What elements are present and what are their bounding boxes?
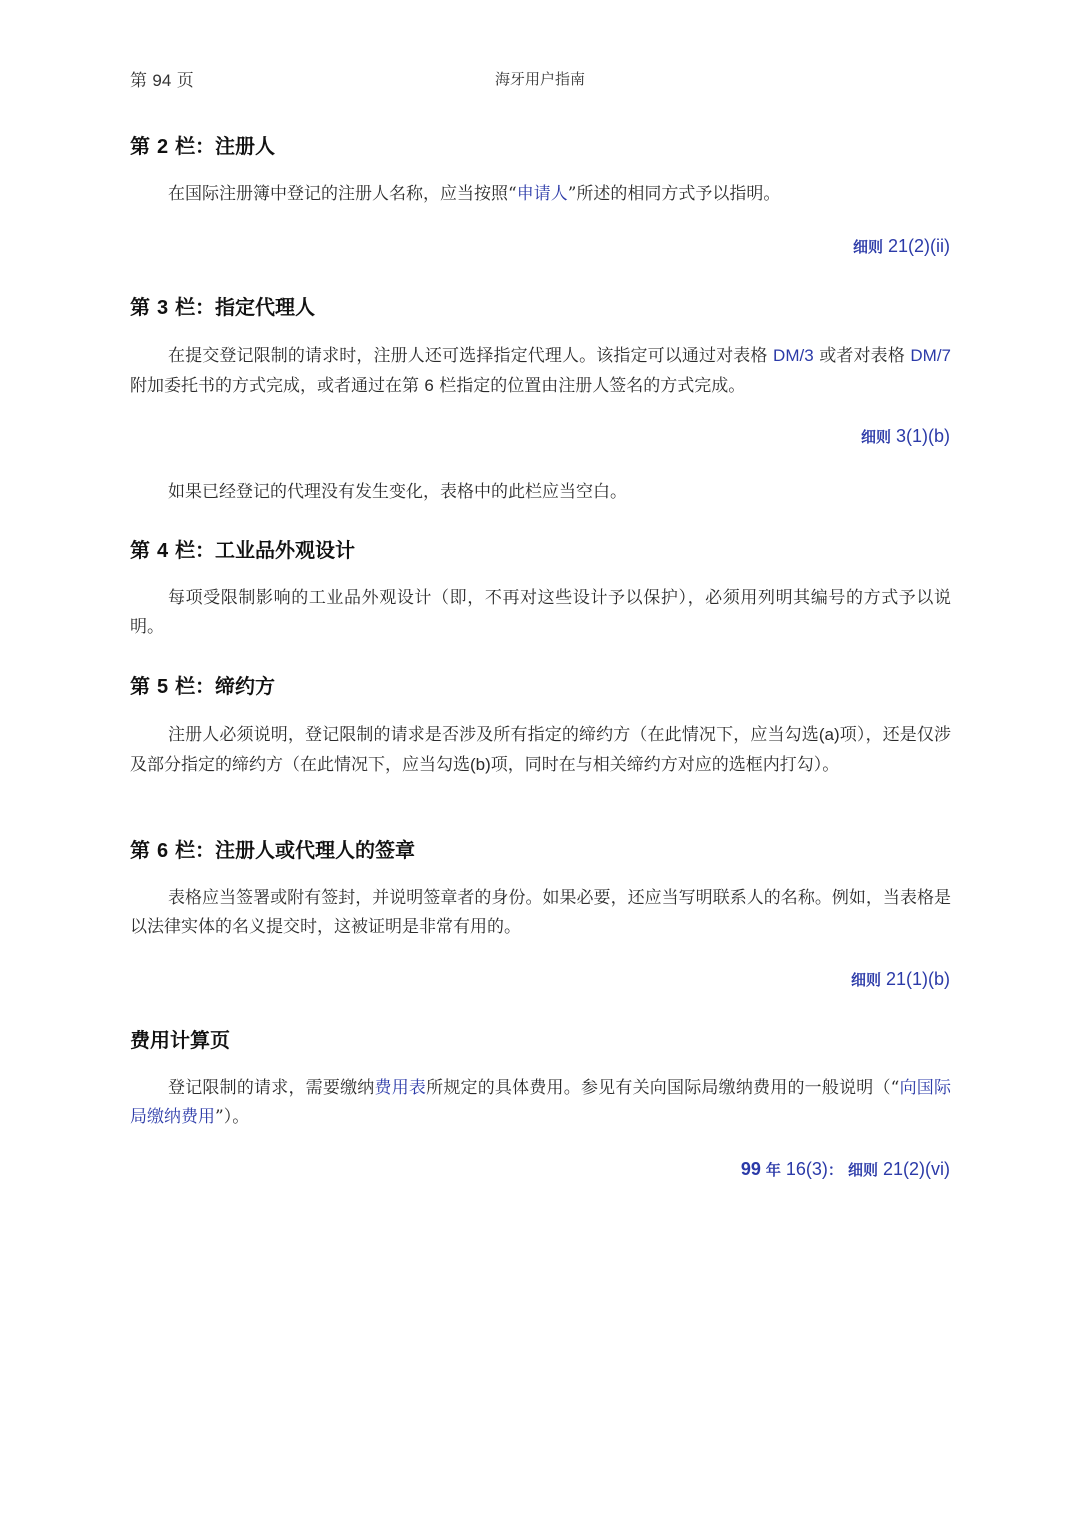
rule-label: 细则 xyxy=(852,238,883,256)
rule-value: 21(1)(b) xyxy=(885,969,950,989)
rule-label: 细则 xyxy=(860,428,891,446)
fee-calculation-heading: 费用计算页 xyxy=(130,1028,230,1052)
section-4-heading-prefix: 第 xyxy=(130,538,150,562)
page-number-prefix: 第 xyxy=(130,71,147,91)
article-value: 16(3) xyxy=(785,1159,828,1179)
fee-paragraph xyxy=(130,1074,951,1132)
section-5-text-a: 注册人必须说明，登记限制的请求是否涉及所有指定的缔约方（在此情况下，应当勾选 xyxy=(168,725,819,745)
document-title: 海牙用户指南 xyxy=(494,70,585,88)
rule-label: 细则 xyxy=(847,1161,878,1179)
section-3-text-b: 或者对表格 xyxy=(813,346,911,366)
section-2-text-a: 在国际注册簿中登记的注册人名称，应当按照“ xyxy=(168,184,517,204)
section-5-heading-number: 5 xyxy=(156,676,169,698)
section-5-text-b: 项），还是仅涉及部分指定的缔约方（在此情况下，应当勾选 xyxy=(130,725,951,775)
act-year: 99 xyxy=(740,1159,761,1179)
section-6-heading-number: 6 xyxy=(156,840,169,862)
section-2-rule-reference[interactable] xyxy=(853,236,950,257)
page-header xyxy=(130,62,950,96)
section-4-heading-title: 栏：工业品外观设计 xyxy=(175,538,356,562)
page-number-suffix: 页 xyxy=(176,71,194,91)
section-5-heading-prefix: 第 xyxy=(130,674,150,698)
section-3-heading-prefix: 第 xyxy=(130,295,150,319)
section-3-heading xyxy=(130,291,315,320)
applicant-link[interactable]: 申请人 xyxy=(516,184,568,204)
section-2-paragraph xyxy=(130,180,951,209)
section-3-paragraph-2: 如果已经登记的代理没有发生变化，表格中的此栏应当空白。 xyxy=(168,482,627,502)
reference-separator: ： xyxy=(827,1161,843,1179)
section-6-heading-prefix: 第 xyxy=(130,838,150,862)
section-6-paragraph: 表格应当签署或附有签封，并说明签章者的身份。如果必要，还应当写明联系人的名称。例如，当表格是以法律实体的名义提交时，这被证明是非常有用的。 xyxy=(130,888,951,937)
form-dm3-link[interactable]: DM/3 xyxy=(773,346,814,365)
section-6-heading xyxy=(130,834,415,863)
section-2-heading-prefix: 第 xyxy=(130,134,150,158)
fee-text-a: 登记限制的请求，需要缴纳 xyxy=(168,1078,375,1098)
section-2-text-b: ”所述的相同方式予以指明。 xyxy=(567,184,781,204)
fee-text-c: ”）。 xyxy=(215,1107,250,1127)
section-5-heading xyxy=(130,670,275,699)
section-6-heading-title: 栏：注册人或代理人的签章 xyxy=(175,838,416,862)
section-3-text-c: 附加委托书的方式完成，或者通过在第 xyxy=(130,376,425,396)
section-4-heading-number: 4 xyxy=(156,540,169,562)
section-6-rule-reference[interactable] xyxy=(851,969,950,990)
rule-value: 3(1)(b) xyxy=(895,426,950,446)
section-2-heading xyxy=(130,130,275,159)
payment-of-fees-link[interactable]: 向国际局缴纳费用 xyxy=(130,1078,952,1127)
section-3-text-d: 栏指定的位置由注册人签名的方式完成。 xyxy=(433,376,746,396)
fee-rule-reference[interactable] xyxy=(741,1159,950,1180)
fee-text-b: 所规定的具体费用。参见有关向国际局缴纳费用的一般说明（“ xyxy=(426,1078,900,1098)
section-4-paragraph: 每项受限制影响的工业品外观设计（即，不再对这些设计予以保护），必须用列明其编号的方式予以说明。 xyxy=(130,588,951,637)
rule-value: 21(2)(ii) xyxy=(887,236,950,256)
option-a-label: (a) xyxy=(818,725,840,744)
section-2-heading-number: 2 xyxy=(156,136,169,158)
section-4-heading xyxy=(130,534,355,563)
fee-schedule-link[interactable]: 费用表 xyxy=(374,1078,427,1098)
rule-label: 细则 xyxy=(850,971,881,989)
section-5-heading-title: 栏：缔约方 xyxy=(175,674,276,698)
option-b-label: (b) xyxy=(470,755,491,774)
section-3-rule-reference[interactable] xyxy=(861,426,950,447)
section-3-heading-number: 3 xyxy=(156,297,169,319)
section-2-heading-title: 栏：注册人 xyxy=(175,134,276,158)
section-3-text-a: 在提交登记限制的请求时，注册人还可选择指定代理人。该指定可以通过对表格 xyxy=(168,346,774,366)
rule-value: 21(2)(vi) xyxy=(882,1159,950,1179)
act-year-label: 年 xyxy=(765,1161,781,1179)
section-5-paragraph xyxy=(130,720,951,780)
section-3-item-number: 6 xyxy=(424,376,434,395)
section-3-heading-title: 栏：指定代理人 xyxy=(175,295,316,319)
section-3-paragraph xyxy=(130,341,951,401)
form-dm7-link[interactable]: DM/7 xyxy=(910,346,952,365)
section-5-text-c: 项，同时在与相关缔约方对应的选框内打勾）。 xyxy=(490,755,840,775)
page-number-value: 94 xyxy=(152,71,172,90)
